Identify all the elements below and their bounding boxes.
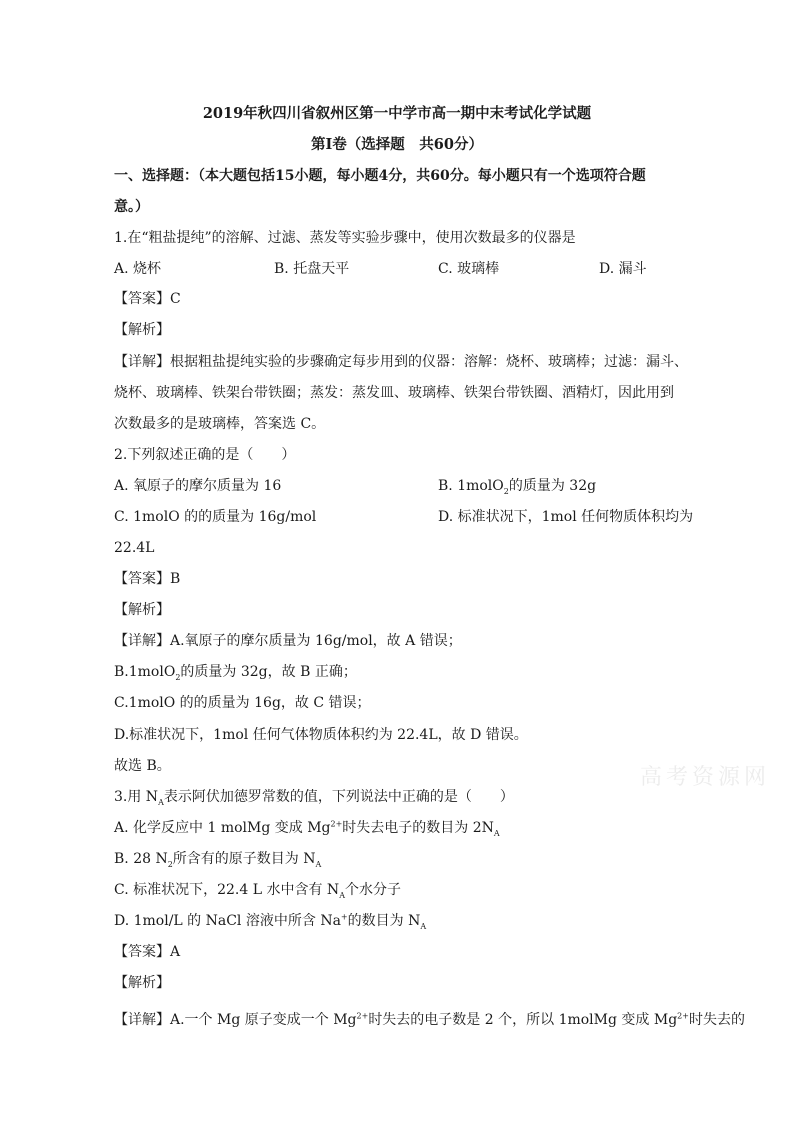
document-subtitle: 第Ⅰ卷（选择题 共60分） (311, 136, 483, 153)
q1-detail-line3: 次数最多的是玻璃棒，答案选 C。 (114, 416, 326, 432)
q2-option-d-line1: D. 标准状况下，1mol 任何物质体积均为 (438, 509, 694, 525)
q2-option-b: B. 1molO$_2$的质量为 32g (438, 478, 597, 496)
q3-answer: 【答案】A (114, 944, 181, 960)
q2-detail-line2: B.1molO$_2$的质量为 32g，故 B 正确； (114, 664, 357, 682)
document-title: 2019年秋四川省叙州区第一中学市高一期中末考试化学试题 (202, 105, 592, 122)
q2-answer: 【答案】B (114, 571, 181, 587)
q2-analysis-label: 【解析】 (114, 602, 170, 618)
q2-detail-line4: D.标准状况下，1mol 任何气体物质体积约为 22.4L，故 D 错误。 (114, 727, 528, 743)
q1-detail-line2: 烧杯、玻璃棒、铁架台带铁圈；蒸发：蒸发皿、玻璃棒、铁架台带铁圈、酒精灯，因此用到 (114, 385, 674, 401)
q3-option-a: A. 化学反应中 1 molMg 变成 $Mg^{2+}$时失去电子的数目为 $2N_A$ (114, 819, 500, 838)
q2-stem: 2.下列叙述正确的是（ ） (114, 447, 296, 463)
q1-stem: 1.在“粗盐提纯”的溶解、过滤、蒸发等实验步骤中，使用次数最多的仪器是 (114, 230, 576, 246)
q1-option-d: D. 漏斗 (599, 261, 647, 277)
section-heading-line1: 一、选择题：（本大题包括15小题，每小题4分，共60分。每小题只有一个选项符合题 (114, 168, 646, 184)
q1-option-a: A. 烧杯 (114, 261, 162, 277)
q3-analysis-label: 【解析】 (114, 975, 170, 991)
q2-option-d-line2: 22.4L (114, 540, 155, 556)
q2-option-c: C. 1molO 的的质量为 16g/mol (114, 509, 317, 525)
q1-option-c: C. 玻璃棒 (438, 261, 500, 277)
q3-stem: 3.用 $N_A$表示阿伏加德罗常数的值，下列说法中正确的是（ ） (114, 789, 514, 807)
q1-analysis-label: 【解析】 (114, 322, 170, 338)
q2-conclusion: 故选 B。 (114, 758, 171, 774)
q2-detail-line3: C.1molO 的的质量为 16g，故 C 错误； (114, 695, 371, 711)
q1-answer: 【答案】C (114, 291, 181, 307)
section-heading-line2: 意。） (114, 199, 149, 215)
q3-option-d: D. 1mol/L 的 NaCl 溶液中所含 Na+的数目为 $N_A$ (114, 912, 427, 931)
q1-detail-line1: 【详解】根据粗盐提纯实验的步骤确定每步用到的仪器：溶解：烧杯、玻璃棒；过滤：漏斗、 (114, 354, 688, 370)
q3-option-c: C. 标准状况下，22.4 L 水中含有 $N_A$个水分子 (114, 882, 401, 900)
q1-option-b: B. 托盘天平 (274, 261, 350, 277)
q2-detail-line1: 【详解】A.氧原子的摩尔质量为 16g/mol，故 A 错误； (114, 633, 462, 649)
q3-option-b: B. 28 $N_2$所含有的原子数目为 $N_A$ (114, 851, 322, 869)
q3-detail-line1: 【详解】A.一个 Mg 原子变成一个 $Mg^{2+}$时失去的电子数是 2 个，所以 1molMg 变成 $Mg^{2+}$时失去的 (114, 1011, 745, 1028)
watermark: 高考资源网 (640, 765, 771, 790)
q2-option-a: A. 氧原子的摩尔质量为 16 (114, 478, 282, 494)
